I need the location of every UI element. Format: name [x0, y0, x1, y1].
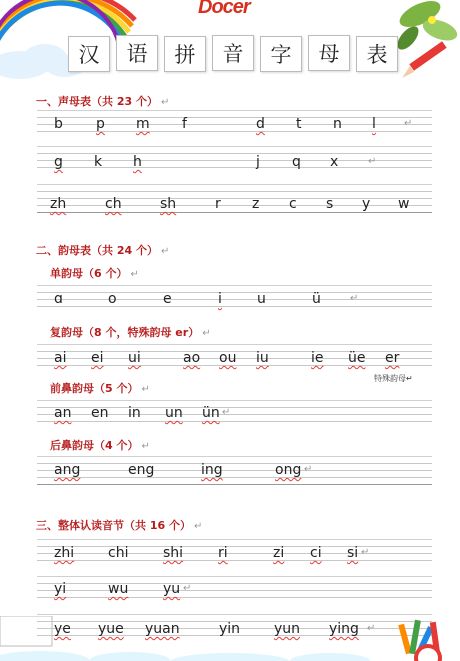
pinyin-row	[0, 195, 460, 215]
initial: d	[256, 116, 265, 132]
logo: Docer	[198, 0, 250, 18]
initial: c	[289, 196, 297, 212]
title-char: 母	[308, 35, 350, 71]
initial: zh	[50, 196, 67, 212]
final: ao	[183, 350, 201, 366]
syllable: wu	[108, 581, 129, 597]
final: iu	[256, 350, 269, 366]
corner-mark	[0, 616, 52, 646]
title-char: 语	[116, 35, 158, 71]
title-char: 音	[212, 35, 254, 71]
final: ang	[54, 462, 81, 478]
initial: b	[54, 116, 63, 132]
leaves-icon	[394, 0, 460, 53]
final: ɑ	[54, 291, 63, 307]
syllable: shi	[163, 545, 184, 561]
initial: s	[326, 196, 334, 212]
final: ei	[91, 350, 104, 366]
subheading-compound-finals: 复韵母（8 个，特殊韵母 er） ↵	[50, 326, 211, 339]
initial: k	[94, 154, 103, 170]
syllable: zi	[273, 545, 285, 561]
title-char: 拼	[164, 36, 206, 72]
initial: l	[372, 116, 376, 132]
final: eng	[128, 462, 155, 478]
special-final-note: 特殊韵母↵	[374, 374, 413, 383]
pinyin-row	[0, 349, 460, 369]
final: ie	[311, 350, 324, 366]
section-heading-finals: 二、韵母表（共 24 个） ↵	[36, 244, 170, 257]
pinyin-row: ɑ o e i u ü ↵	[54, 291, 359, 307]
pinyin-row: an en in un ün ↵	[54, 405, 231, 421]
footer-decoration	[0, 616, 460, 661]
section-heading-initials: 一、声母表（共 23 个） ↵	[36, 95, 170, 108]
initial: r	[215, 196, 221, 212]
syllable: ying	[329, 621, 359, 637]
initial: g	[54, 154, 63, 170]
syllable: ri	[218, 545, 228, 561]
syllable: chi	[108, 545, 129, 561]
syllable: yi	[54, 581, 67, 597]
final: un	[165, 405, 183, 421]
final: ün	[202, 405, 220, 421]
initial: y	[362, 196, 371, 212]
initial: j	[256, 154, 260, 170]
pinyin-row: ang eng ing ong ↵	[54, 462, 313, 478]
subheading-simple-finals: 单韵母（6 个） ↵	[50, 267, 139, 280]
title-char: 字	[260, 36, 302, 72]
final: ai	[54, 350, 67, 366]
syllable: si	[347, 545, 359, 561]
initial: ch	[105, 196, 122, 212]
pinyin-row: b p m f d t n l ↵	[54, 116, 413, 132]
initial: n	[333, 116, 342, 132]
final: en	[91, 405, 109, 421]
final: üe	[348, 350, 366, 366]
syllable: zhi	[54, 545, 75, 561]
initial: q	[292, 154, 301, 170]
initial: t	[296, 116, 302, 132]
page-title	[68, 35, 398, 72]
initial: w	[398, 196, 410, 212]
syllable: yin	[219, 621, 241, 637]
final: in	[128, 405, 141, 421]
title-char: 表	[356, 36, 398, 72]
final: o	[108, 291, 117, 307]
syllable: yuan	[145, 621, 180, 637]
subheading-back-nasal-finals: 后鼻韵母（4 个） ↵	[50, 439, 150, 452]
pinyin-row: zhi chi shi ri zi ci si ↵	[54, 545, 370, 561]
syllable: yun	[274, 621, 301, 637]
subheading-front-nasal-finals: 前鼻韵母（5 个） ↵	[50, 382, 150, 395]
initial: m	[136, 116, 150, 132]
final: er	[385, 350, 400, 366]
final: e	[163, 291, 172, 307]
syllable: yue	[98, 621, 124, 637]
syllable: ye	[54, 621, 71, 637]
final: u	[257, 291, 266, 307]
initial: z	[252, 196, 260, 212]
title-char: 汉	[68, 36, 110, 72]
final: ong	[275, 462, 302, 478]
final: an	[54, 405, 72, 421]
final: ou	[219, 350, 237, 366]
final: i	[218, 291, 222, 307]
syllable: yu	[163, 581, 181, 597]
pinyin-row: yi wu yu ↵	[54, 581, 192, 597]
final: ing	[201, 462, 223, 478]
initial: f	[182, 116, 187, 132]
cloud-icon	[0, 651, 370, 661]
pinyin-row: g k h j q x ↵	[54, 154, 377, 170]
syllable: ci	[310, 545, 322, 561]
initial: p	[96, 116, 105, 132]
pinyin-row: ye yue yuan yin yun ying ↵	[54, 621, 376, 637]
section-heading-whole-syllables: 三、整体认读音节（共 16 个） ↵	[36, 519, 203, 532]
final: ui	[128, 350, 141, 366]
initial: x	[330, 154, 339, 170]
initial: h	[133, 154, 142, 170]
initial: sh	[160, 196, 177, 212]
final: ü	[312, 291, 321, 307]
